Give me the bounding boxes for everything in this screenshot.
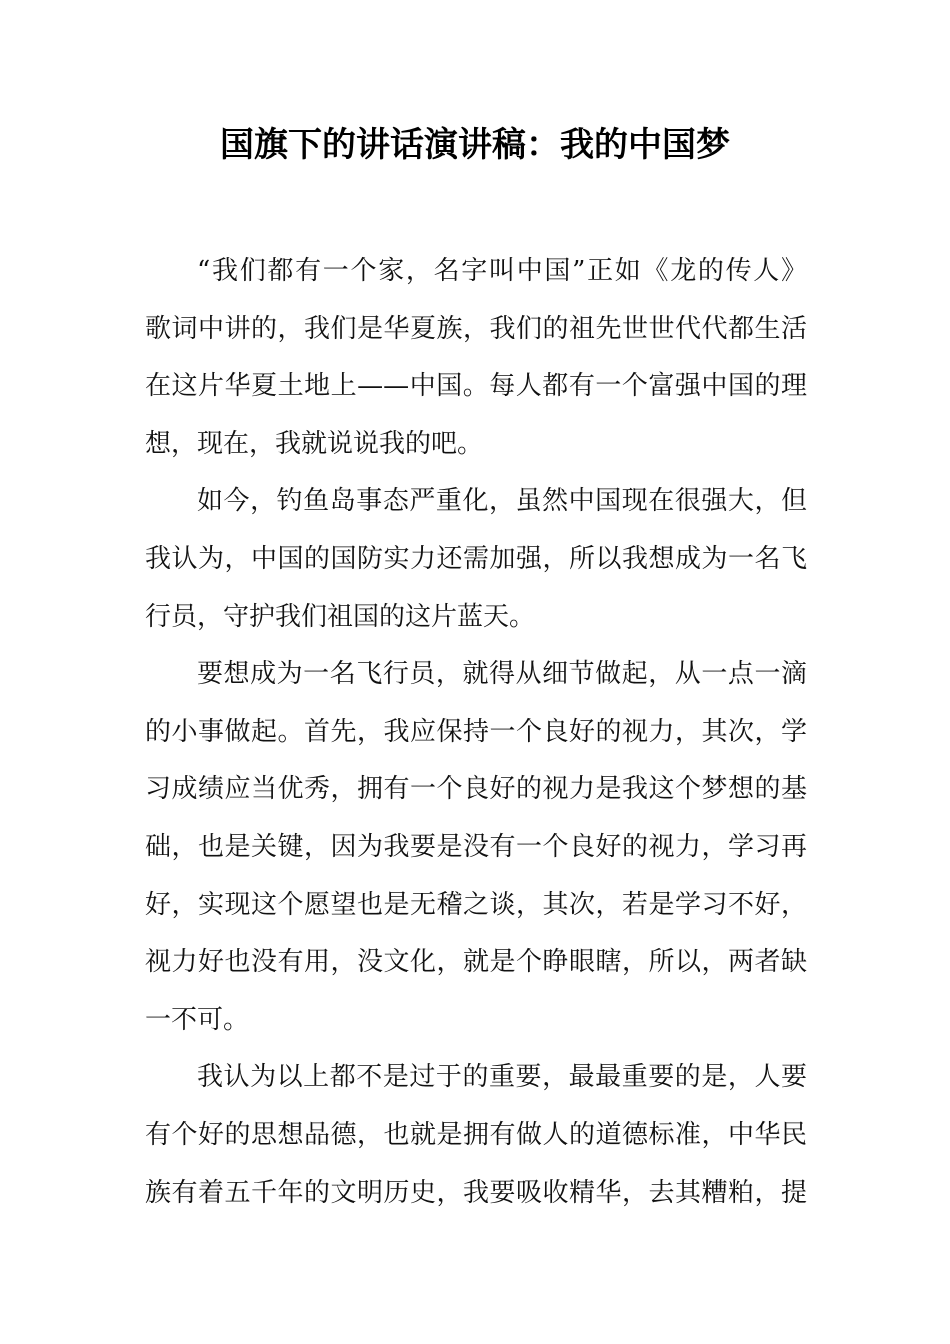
paragraph-1-line-4: 想，现在，我就说说我的吧。 — [145, 428, 484, 459]
paragraph-2-line-2: 我认为，中国的国防实力还需加强，所以我想成为一名飞 — [145, 543, 807, 574]
paragraph-2-line-3: 行员，守护我们祖国的这片蓝天。 — [145, 601, 536, 632]
paragraph-1-line-3: 在这片华夏土地上——中国。每人都有一个富强中国的理 — [145, 371, 807, 402]
paragraph-3-line-4: 础，也是关键，因为我要是没有一个良好的视力，学习再 — [145, 831, 807, 862]
paragraph-3-line-7: 一不可。 — [145, 1004, 250, 1035]
paragraph-4-line-3: 族有着五千年的文明历史，我要吸收精华，去其糟粕，提 — [145, 1177, 807, 1208]
paragraph-1-line-1: “我们都有一个家，名字叫中国”正如《龙的传人》 — [197, 256, 807, 286]
paragraph-3-line-1: 要想成为一名飞行员，就得从细节做起，从一点一滴 — [197, 659, 807, 690]
document-body — [145, 243, 807, 1222]
paragraph-3-line-5: 好，实现这个愿望也是无稽之谈，其次，若是学习不好， — [145, 889, 807, 920]
document-title: 国旗下的讲话演讲稿：我的中国梦 — [220, 125, 730, 165]
paragraph-2-line-1: 如今，钓鱼岛事态严重化，虽然中国现在很强大，但 — [197, 486, 807, 517]
paragraph-4-line-2: 有个好的思想品德，也就是拥有做人的道德标准，中华民 — [145, 1119, 807, 1150]
paragraph-3-line-6: 视力好也没有用，没文化，就是个睁眼瞎，所以，两者缺 — [145, 947, 807, 978]
paragraph-3-line-3: 习成绩应当优秀，拥有一个良好的视力是我这个梦想的基 — [145, 774, 807, 805]
paragraph-1-line-2: 歌词中讲的，我们是华夏族，我们的祖先世世代代都生活 — [145, 313, 807, 344]
paragraph-3-line-2: 的小事做起。首先，我应保持一个良好的视力，其次，学 — [145, 716, 807, 747]
paragraph-4-line-1: 我认为以上都不是过于的重要，最最重要的是，人要 — [197, 1062, 807, 1093]
